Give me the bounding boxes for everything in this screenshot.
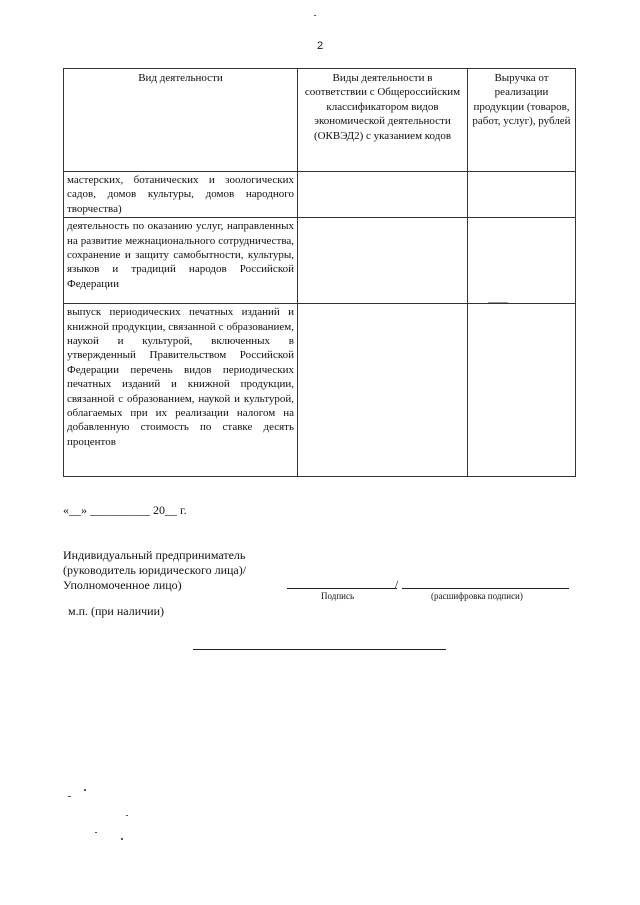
scan-speck bbox=[121, 838, 123, 840]
revenue-cell[interactable] bbox=[468, 304, 576, 477]
table-row bbox=[64, 304, 576, 477]
page-number: 2 bbox=[316, 40, 324, 52]
header-revenue: Выручка от реализации продукции (товаров, работ, услуг), рублей bbox=[468, 69, 576, 172]
signature-slash: / bbox=[395, 577, 399, 591]
signature-decode-caption: (расшифровка подписи) bbox=[431, 591, 523, 601]
signatory-line-2: (руководитель юридического лица)/ bbox=[63, 563, 247, 577]
stamp-note: м.п. (при наличии) bbox=[68, 604, 164, 618]
scan-speck bbox=[488, 302, 508, 303]
revenue-cell[interactable] bbox=[468, 172, 576, 218]
signatory-line-1: Индивидуальный предприниматель bbox=[63, 548, 246, 562]
okved-cell[interactable] bbox=[298, 172, 468, 218]
table-header-row bbox=[64, 69, 576, 172]
signature-decode-field[interactable] bbox=[402, 588, 569, 589]
signature-caption: Подпись bbox=[321, 591, 355, 601]
scan-speck bbox=[84, 789, 86, 791]
signature-field[interactable] bbox=[287, 588, 397, 589]
table-row bbox=[64, 218, 576, 304]
scan-speck bbox=[314, 15, 316, 16]
scan-speck bbox=[95, 832, 97, 833]
bottom-divider bbox=[193, 649, 446, 650]
table-row bbox=[64, 172, 576, 218]
date-line[interactable]: «__» __________ 20__ г. bbox=[63, 503, 187, 517]
header-okved: Виды деятельности в соответствии с Общероссийским классификатором видов экономической деятельности (ОКВЭД2) с указанием кодов bbox=[298, 69, 468, 172]
activity-revenue-table bbox=[63, 68, 576, 477]
okved-cell[interactable] bbox=[298, 218, 468, 304]
scan-speck bbox=[68, 796, 71, 797]
signatory-block bbox=[63, 548, 246, 593]
header-activity: Вид деятельности bbox=[64, 69, 298, 172]
okved-cell[interactable] bbox=[298, 304, 468, 477]
activity-cell: деятельность по оказанию услуг, направленных на развитие межнационального сотрудничества, сохранение и защиту самобытности, культуры, языков и традиций народов Российской Федерации bbox=[64, 218, 298, 304]
revenue-cell[interactable] bbox=[468, 218, 576, 304]
activity-cell: мастерских, ботанических и зоологических садов, домов культуры, домов народного творчества) bbox=[64, 172, 298, 218]
signatory-line-3: Уполномоченное лицо) bbox=[63, 578, 182, 592]
activity-cell: выпуск периодических печатных изданий и книжной продукции, связанной с образованием, наукой и культурой, включенных в утвержденный Правительством Российской Федерации перечень видов периодических печатных изданий и книжной продукции, связанной с образованием, наукой и культурой, облагаемых при их реализации налогом на добавленную стоимость по ставке десять процентов bbox=[64, 304, 298, 477]
scan-speck bbox=[126, 815, 128, 816]
